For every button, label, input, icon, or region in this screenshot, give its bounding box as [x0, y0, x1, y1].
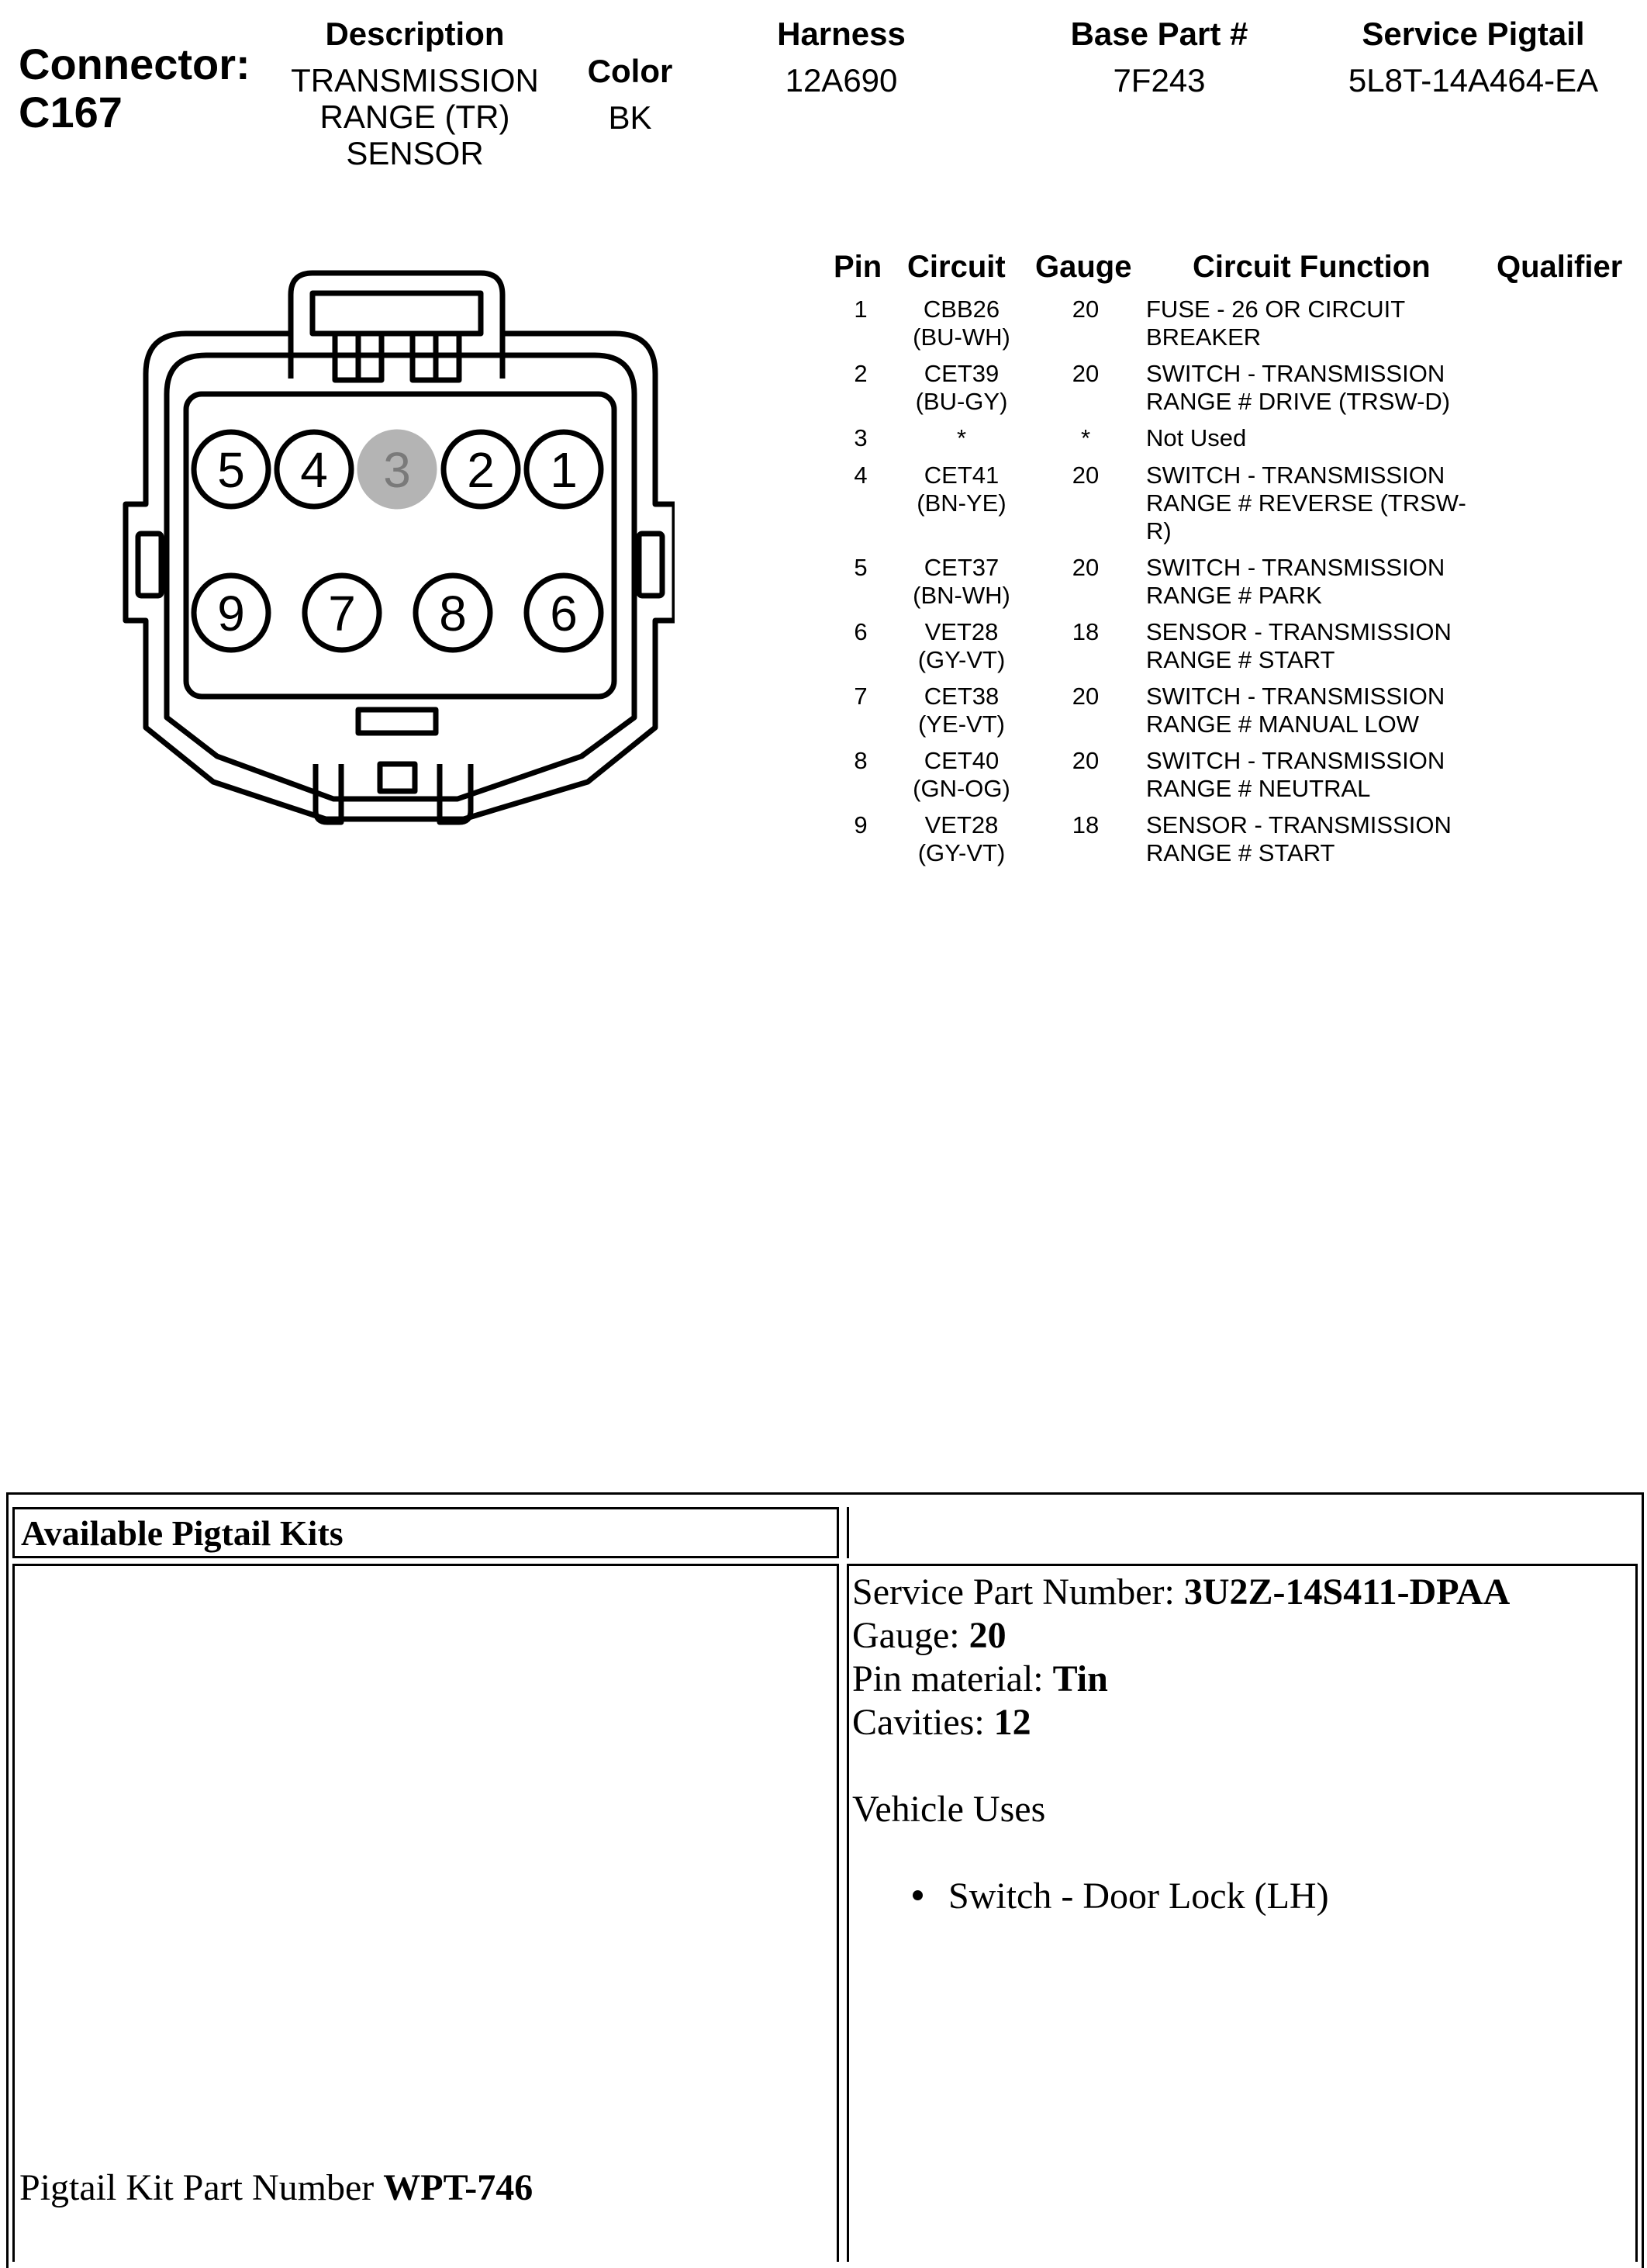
function-line: SWITCH - TRANSMISSION: [1146, 462, 1445, 489]
latch-inner: [312, 293, 481, 334]
pin-number: 1: [854, 296, 868, 323]
circuit-cell: [884, 747, 1039, 803]
function-cell: [1146, 683, 1503, 738]
description-line: SENSOR: [346, 135, 484, 171]
wire-color: (BN-WH): [913, 582, 1010, 609]
cavities: [852, 1701, 1510, 1744]
connector-label-text: Connector:: [19, 40, 250, 88]
circuit-cell: [884, 554, 1039, 610]
function-cell: [1146, 811, 1503, 867]
wire-color: (BU-WH): [913, 323, 1010, 351]
circuit-cell: [884, 360, 1039, 416]
gauge-cell: 18: [1072, 618, 1100, 645]
circuit-id: CET37: [924, 554, 1000, 581]
function-column-header: Circuit Function: [1193, 250, 1431, 284]
function-cell: [1146, 424, 1503, 452]
description-header: Description: [325, 16, 505, 52]
gauge-column-header: Gauge: [1035, 250, 1132, 284]
pigtail-kits-title: Available Pigtail Kits: [21, 1513, 344, 1553]
circuit-cell: [884, 462, 1039, 517]
service-part-label: Service Part Number:: [852, 1571, 1184, 1613]
circuit-id: CET38: [924, 683, 1000, 710]
base-part-value: 7F243: [1113, 62, 1206, 99]
circuit-column-header: Circuit: [907, 250, 1006, 284]
pin-label-5: 5: [217, 442, 245, 498]
circuit-id: CBB26: [923, 296, 1000, 323]
pin-label-4: 4: [300, 442, 328, 498]
vehicle-use-item: [852, 1875, 1510, 1918]
description-line: RANGE (TR): [319, 99, 510, 135]
function-line: RANGE # NEUTRAL: [1146, 775, 1371, 802]
description-line: TRANSMISSION: [291, 62, 539, 99]
gauge-cell: 20: [1072, 683, 1100, 710]
bullet-icon: [913, 1890, 923, 1900]
service-pigtail-value: 5L8T-14A464-EA: [1348, 62, 1599, 99]
function-cell: [1146, 462, 1503, 545]
function-line: SWITCH - TRANSMISSION: [1146, 554, 1445, 581]
pigtail-kit-image-cell: [12, 1564, 839, 2262]
pigtail-kit-part-number: [19, 2166, 533, 2210]
pin-label-7: 7: [328, 586, 356, 641]
pin-label-2: 2: [467, 442, 495, 498]
service-part-value: 3U2Z-14S411-DPAA: [1183, 1571, 1511, 1613]
color-header: Color: [587, 53, 673, 89]
function-line: RANGE # START: [1146, 839, 1335, 866]
circuit-cell: [884, 424, 1039, 452]
kit-details: [852, 1571, 1510, 1918]
kit-gauge-label: Gauge:: [852, 1615, 969, 1656]
kit-part-value: WPT-746: [383, 2167, 533, 2208]
kit-gauge-value: 20: [969, 1615, 1006, 1656]
pin-column-header: Pin: [834, 250, 882, 284]
circuit-id: CET39: [924, 360, 1000, 387]
pin-material: [852, 1658, 1510, 1701]
connector-face-diagram: [116, 256, 675, 845]
kit-part-label: Pigtail Kit Part Number: [19, 2167, 384, 2208]
gauge-cell: 20: [1072, 360, 1100, 387]
bottom-key: [358, 710, 436, 733]
function-line: BREAKER: [1146, 323, 1262, 351]
function-line: SENSOR - TRANSMISSION: [1146, 811, 1452, 838]
color-value: BK: [608, 99, 652, 136]
pin-number: 6: [854, 618, 868, 645]
wire-color: (BU-GY): [915, 388, 1008, 415]
function-line: FUSE - 26 OR CIRCUIT: [1146, 296, 1406, 323]
circuit-id: CET41: [924, 462, 1000, 489]
cavities-value: 12: [993, 1702, 1031, 1743]
pin-number: 9: [854, 811, 868, 838]
circuit-cell: [884, 683, 1039, 738]
pin-label-1: 1: [550, 442, 578, 498]
gauge-cell: 18: [1072, 811, 1100, 838]
latch-outline: [291, 273, 502, 379]
pin-label-9: 9: [217, 586, 245, 641]
circuit-cell: [884, 296, 1039, 351]
pin-label-3: 3: [383, 442, 411, 498]
gauge-cell: 20: [1072, 747, 1100, 774]
vehicle-uses-heading: Vehicle Uses: [852, 1789, 1046, 1830]
function-line: RANGE # MANUAL LOW: [1146, 710, 1419, 738]
pin-number: 3: [854, 424, 868, 451]
function-line: R): [1146, 517, 1172, 545]
pin-number: 4: [854, 462, 868, 489]
circuit-id: VET28: [924, 811, 999, 838]
function-cell: [1146, 296, 1503, 351]
pin-number: 5: [854, 554, 868, 581]
pigtail-kit-details-cell: [847, 1564, 1638, 2262]
foot-right: [440, 764, 471, 822]
center-slot: [380, 764, 415, 791]
pin-cavities: [194, 432, 601, 650]
gauge-cell: 20: [1072, 296, 1100, 323]
pin-number: 8: [854, 747, 868, 774]
gauge-cell: 20: [1072, 462, 1100, 489]
harness-value: 12A690: [785, 62, 898, 99]
wire-color: (BN-YE): [917, 489, 1006, 517]
function-line: RANGE # PARK: [1146, 582, 1322, 609]
wire-color: (GN-OG): [913, 775, 1010, 802]
harness-header: Harness: [777, 16, 906, 52]
pin-material-value: Tin: [1052, 1658, 1108, 1699]
function-line: SWITCH - TRANSMISSION: [1146, 747, 1445, 774]
function-cell: [1146, 554, 1503, 610]
qualifier-column-header: Qualifier: [1497, 250, 1623, 284]
vehicle-use-text: Switch - Door Lock (LH): [948, 1876, 1329, 1917]
function-line: RANGE # DRIVE (TRSW-D): [1146, 388, 1451, 415]
service-pigtail-header: Service Pigtail: [1362, 16, 1585, 52]
side-lock-left: [138, 534, 161, 596]
function-line: RANGE # REVERSE (TRSW-: [1146, 489, 1466, 517]
wire-color: (GY-VT): [917, 839, 1006, 866]
pin-number: 7: [854, 683, 868, 710]
side-lock-right: [639, 534, 662, 596]
function-line: RANGE # START: [1146, 646, 1335, 673]
gauge-cell: *: [1080, 424, 1091, 451]
wire-color: (GY-VT): [917, 646, 1006, 673]
pin-label-6: 6: [550, 586, 578, 641]
service-part-number: [852, 1571, 1510, 1614]
pin-number: 2: [854, 360, 868, 387]
circuit-cell: [884, 811, 1039, 867]
pigtail-kits-title-cell: [12, 1507, 839, 1558]
function-cell: [1146, 747, 1503, 803]
function-line: SWITCH - TRANSMISSION: [1146, 683, 1445, 710]
circuit-id: VET28: [924, 618, 999, 645]
circuit-id: CET40: [924, 747, 1000, 774]
cavities-label: Cavities:: [852, 1702, 994, 1743]
base-part-header: Base Part #: [1070, 16, 1248, 52]
pin-label-8: 8: [439, 586, 467, 641]
function-cell: [1146, 618, 1503, 674]
gauge-cell: 20: [1072, 554, 1100, 581]
pigtail-kits-title-spacer: [847, 1507, 1638, 1558]
circuit-cell: [884, 618, 1039, 674]
connector-label: [19, 40, 250, 137]
function-line: SENSOR - TRANSMISSION: [1146, 618, 1452, 645]
kit-gauge: [852, 1614, 1510, 1658]
connector-id: C167: [19, 88, 123, 137]
pin-material-label: Pin material:: [852, 1658, 1053, 1699]
function-line: SWITCH - TRANSMISSION: [1146, 360, 1445, 387]
wire-color: (YE-VT): [918, 710, 1005, 738]
circuit-id: *: [956, 424, 967, 451]
function-line: Not Used: [1146, 424, 1247, 451]
function-cell: [1146, 360, 1503, 416]
description-value: [283, 62, 547, 171]
